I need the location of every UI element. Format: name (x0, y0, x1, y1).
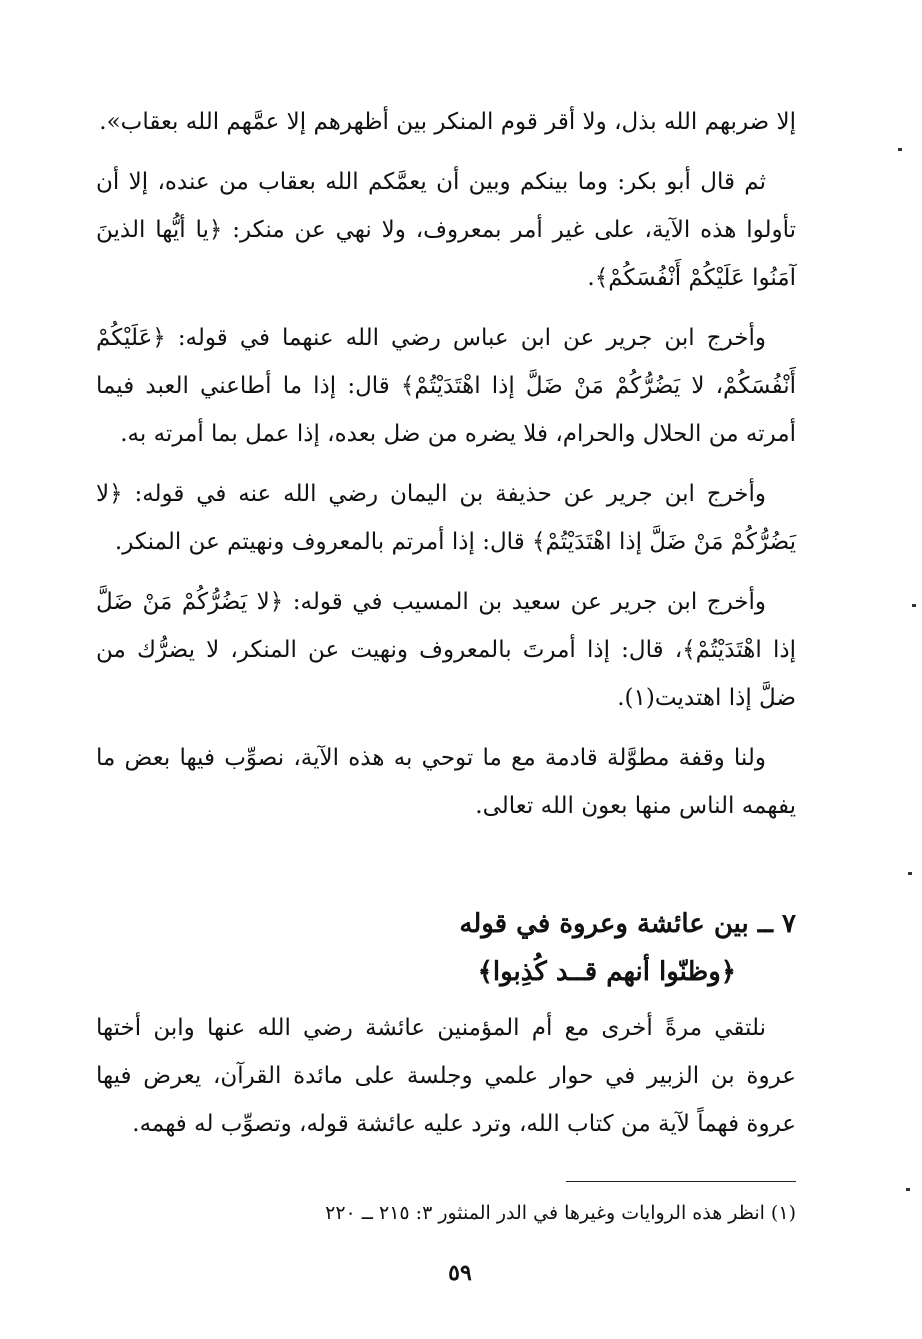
section-heading-title: ٧ ــ بين عائشة وعروة في قوله (459, 909, 796, 939)
scan-speck (908, 872, 912, 875)
section-heading-verse: ﴿وظنّوا أنهم قــد كُذِبوا﴾ (477, 957, 736, 987)
paragraph-1: إلا ضربهم الله بذل، ولا أقر قوم المنكر بين أظهرهم إلا عمَّهم الله بعقاب». (99, 109, 796, 135)
footnote: (١) انظر هذه الروايات وغيرها في الدر المنثور ٣: ٢١٥ ــ ٢٢٠ (325, 1202, 796, 1224)
footnote-divider (566, 1181, 796, 1182)
paragraph-5: وأخرج ابن جرير عن سعيد بن المسيب في قوله: ﴿لا يَضُرُّكُمْ مَنْ ضَلَّ إذا اهْتَدَيْتُمْ﴾، قال: إذا أمرتَ بالمعروف ونهيت عن المنكر، لا يضرُّك من ضلَّ إذا اهتديت(١). (96, 589, 796, 711)
section-heading (96, 900, 796, 996)
scan-speck (906, 1188, 910, 1191)
paragraph-4: وأخرج ابن جرير عن حذيفة بن اليمان رضي الله عنه في قوله: ﴿لا يَضُرُّكُمْ مَنْ ضَلَّ إذا اهْتَدَيْتُمْ﴾ قال: إذا أمرتم بالمعروف ونهيتم عن المنكر. (96, 481, 796, 555)
page-number: ٥٩ (448, 1260, 472, 1286)
scan-speck (912, 604, 916, 607)
main-text (96, 98, 796, 842)
paragraph-2: ثم قال أبو بكر: وما بينكم وبين أن يعمَّكم الله بعقاب من عنده، إلا أن تأولوا هذه الآية، على غير أمر بمعروف، ولا نهي عن منكر: ﴿يا أيُّها الذينَ آمَنُوا عَلَيْكُمْ أَنْفُسَكُمْ﴾. (96, 169, 796, 291)
section-paragraph (96, 1004, 796, 1160)
scan-speck (898, 148, 902, 151)
paragraph-7: نلتقي مرةً أخرى مع أم المؤمنين عائشة رضي الله عنها وابن أختها عروة بن الزبير في حوار علمي وجلسة على مائدة القرآن، يعرض فيها عروة فهماً لآية من كتاب الله، وترد عليه عائشة قوله، وتصوِّب له فهمه. (96, 1015, 796, 1137)
paragraph-3: وأخرج ابن جرير عن ابن عباس رضي الله عنهما في قوله: ﴿عَلَيْكُمْ أَنْفُسَكُمْ، لا يَضُرُّكُمْ مَنْ ضَلَّ إذا اهْتَدَيْتُمْ﴾ قال: إذا ما أطاعني العبد فيما أمرته من الحلال والحرام، فلا يضره من ضل بعده، إذا عمل بما أمرته به. (96, 325, 796, 447)
paragraph-6: ولنا وقفة مطوَّلة قادمة مع ما توحي به هذه الآية، نصوِّب فيها بعض ما يفهمه الناس منها بعون الله تعالى. (96, 745, 796, 819)
